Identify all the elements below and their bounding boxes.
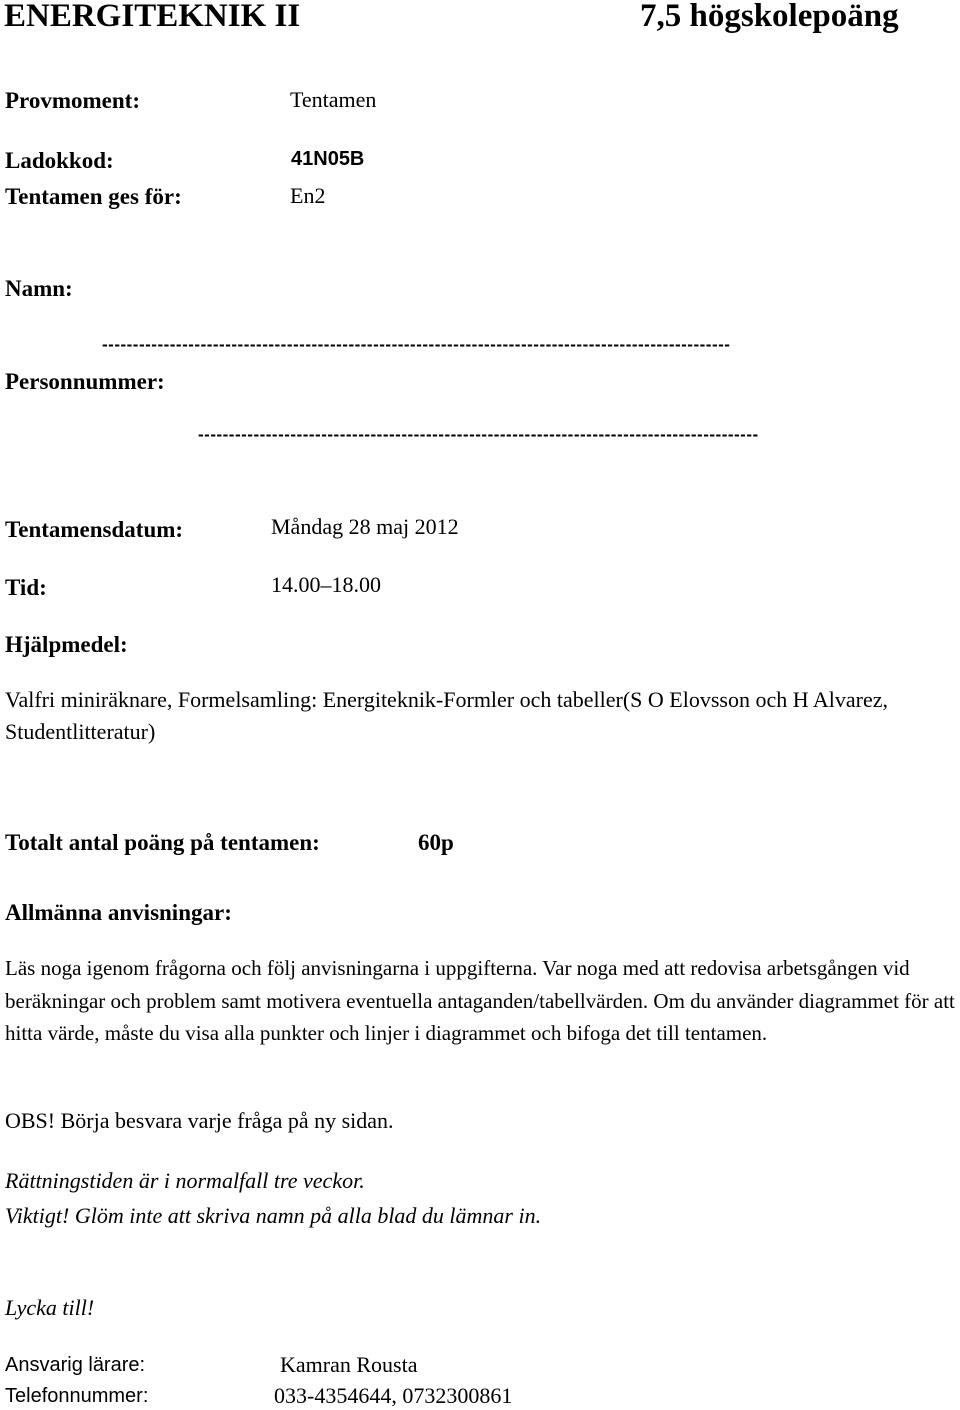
hjalpmedel-label: Hjälpmedel:: [5, 632, 128, 657]
hjalpmedel-text: Valfri miniräknare, Formelsamling: Energiteknik-Formler och tabeller(S O Elovsson och H Alvarez, Studentlitteratur): [5, 687, 889, 744]
course-title: ENERGITEKNIK II: [4, 0, 301, 34]
ladokkod-value: 41N05B: [291, 148, 365, 170]
tid-value: 14.00–18.00: [271, 572, 381, 597]
ges-for-label: Tentamen ges för:: [5, 184, 182, 209]
tid-label: Tid:: [5, 575, 47, 600]
credits: 7,5 högskolepoäng: [640, 0, 899, 34]
telefon-value: 033-4354644, 0732300861: [274, 1383, 513, 1408]
anvisningar-label: Allmänna anvisningar:: [5, 900, 232, 925]
anvisningar-text: Läs noga igenom frågorna och följ anvisningarna i uppgifterna. Var noga med att redovisa arbetsgången vid beräkningar och problem samt motivera eventuella antaganden/tabellvärden. Om du använder diagrammet för att hitta värde, måste du visa alla punkter och linjer i diagrammet och bifoga det till tentamen.: [5, 956, 955, 1045]
obs-text: OBS! Börja besvara varje fråga på ny sidan.: [5, 1108, 394, 1133]
datum-label: Tentamensdatum:: [5, 517, 184, 542]
namn-line: ------------------------------------------------------------------------------------------------------: [102, 336, 731, 353]
datum-value: Måndag 28 maj 2012: [271, 514, 459, 539]
rattning-text: Rättningstiden är i normalfall tre veckor.: [5, 1168, 365, 1193]
provmoment-value: Tentamen: [290, 87, 377, 112]
poang-value: 60p: [418, 830, 454, 855]
ges-for-value: En2: [290, 183, 326, 208]
personnummer-line: -------------------------------------------------------------------------------------------: [198, 426, 759, 443]
viktigt-text: Viktigt! Glöm inte att skriva namn på alla blad du lämnar in.: [5, 1203, 542, 1228]
lycka-text: Lycka till!: [5, 1295, 95, 1320]
namn-label: Namn:: [5, 276, 73, 301]
telefon-label: Telefonnummer:: [5, 1385, 149, 1407]
larare-value: Kamran Rousta: [280, 1352, 418, 1377]
larare-label: Ansvarig lärare:: [5, 1354, 146, 1376]
poang-label: Totalt antal poäng på tentamen:: [5, 830, 320, 855]
personnummer-label: Personnummer:: [5, 369, 165, 394]
ladokkod-label: Ladokkod:: [5, 148, 114, 173]
provmoment-label: Provmoment:: [5, 88, 140, 113]
